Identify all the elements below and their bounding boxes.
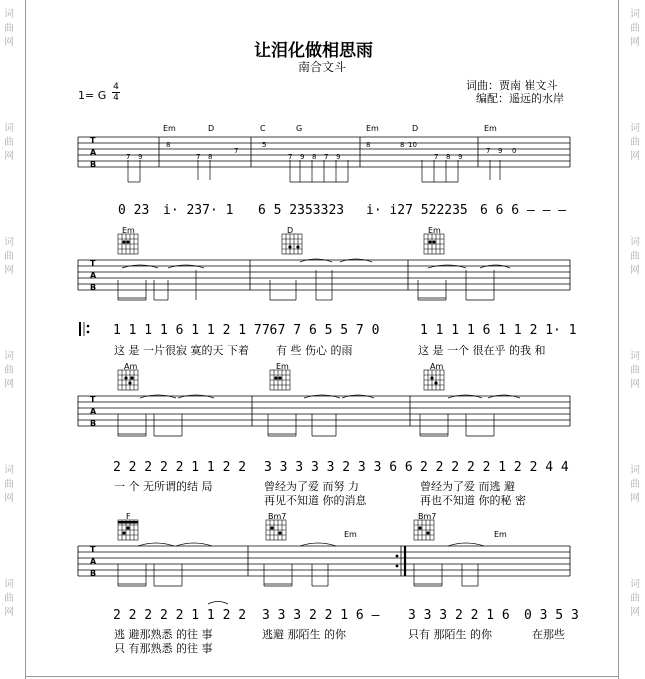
watermark-right-4: 词 曲 网 <box>630 351 640 390</box>
chord-label-s1-2: D <box>208 124 215 133</box>
lyrics-s3-line2-bar-3: 再也不知道 你的秘 密 <box>420 494 526 507</box>
svg-text:9: 9 <box>138 153 143 161</box>
jianpu-s2-bar-1: 1 1 1 1 6 1 1 2 1 7 6 <box>113 323 278 338</box>
lyrics-s2-bar-3: 这 是 一个 很在乎 的我 和 <box>418 344 546 357</box>
lyrics-s2-bar-1: 这 是 一片很寂 寞的天 下着 <box>114 344 249 357</box>
jianpu-s3-bar-2: 3 3 3 3 3 2 3 3 6 6 <box>264 460 413 475</box>
jianpu-s3-bar-3: 2 2 2 2 2 1 2 2 4 4 <box>420 460 569 475</box>
tab-label-b-s3: B <box>90 419 97 428</box>
lyrics-s4-line1-bar-1: 逃 避那熟悉 的往 事 <box>114 628 213 641</box>
tab-label-t-s1: T <box>90 136 96 145</box>
song-artist: 南合文斗 <box>298 60 347 74</box>
jianpu-s1-bar-4: i· i27 522235 <box>366 203 468 218</box>
jianpu-s4-bar-2: 3 3 3 2 2 1 6 – <box>262 608 380 623</box>
jianpu-s3-bar-1: 2 2 2 2 2 1 1 2 2 <box>113 460 247 475</box>
chord-label-s4-5: Em <box>494 530 507 539</box>
svg-text:10: 10 <box>408 141 417 149</box>
svg-text:8: 8 <box>400 141 405 149</box>
chord-label-s1-1: Em <box>163 124 176 133</box>
lyrics-s4-line2-bar-1: 只 有那熟悉 的往 事 <box>114 642 213 655</box>
lyrics-s3-line1-bar-2: 曾经为了爱 而努 力 <box>264 480 359 493</box>
lyrics-s4-line1-bar-4: 在那些 <box>532 628 565 641</box>
lyrics-s4-line1-bar-3: 只有 那陌生 的你 <box>408 628 492 641</box>
watermark-right-1: 词 曲 网 <box>630 9 640 48</box>
chord-label-s1-3: C <box>260 124 266 133</box>
jianpu-s2-bar-2: 7 7 7 6 5 5 7 0 <box>262 323 380 338</box>
lyrics-s3-line1-bar-1: 一 个 无所谓的结 局 <box>114 480 213 493</box>
jianpu-s4-bar-4: 0 3 5 3 <box>524 608 579 623</box>
chord-label-s3-1: Am <box>124 362 138 371</box>
svg-text:7: 7 <box>234 147 239 155</box>
tab-stems-s4 <box>118 564 478 586</box>
svg-text:8: 8 <box>446 153 451 161</box>
key-signature: 1= G <box>78 89 107 102</box>
tab-label-a-s2: A <box>90 271 97 280</box>
watermark-right-3: 词 曲 网 <box>630 237 640 276</box>
chord-label-s4-1: F <box>126 512 131 521</box>
time-signature-bottom: 4 <box>113 93 119 103</box>
chord-label-s4-3: Em <box>344 530 357 539</box>
svg-text:7: 7 <box>486 147 491 155</box>
chord-label-s2-3: Em <box>428 226 441 235</box>
tab-label-a-s3: A <box>90 407 97 416</box>
chord-label-s4-2: Bm7 <box>268 512 287 521</box>
chord-label-s3-2: Em <box>276 362 289 371</box>
svg-text:8: 8 <box>366 141 371 149</box>
svg-text:8: 8 <box>166 141 171 149</box>
watermark-left-6: 词 曲 网 <box>4 579 14 618</box>
svg-text:9: 9 <box>498 147 503 155</box>
watermark-right-5: 词 曲 网 <box>630 465 640 504</box>
chord-label-s1-5: Em <box>366 124 379 133</box>
svg-text:7: 7 <box>324 153 329 161</box>
jianpu-s2-bar-3: 1 1 1 1 6 1 1 2 1· 1 <box>420 323 577 338</box>
svg-text:9: 9 <box>336 153 341 161</box>
svg-text:7: 7 <box>196 153 201 161</box>
svg-text:7: 7 <box>434 153 439 161</box>
tab-label-t-s4: T <box>90 545 96 554</box>
jianpu-s1-bar-5: 6 6 6 – – – <box>480 203 567 218</box>
watermark-right-6: 词 曲 网 <box>630 579 640 618</box>
svg-text:8: 8 <box>312 153 317 161</box>
lyrics-s3-line1-bar-3: 曾经为了爱 而逃 避 <box>420 480 515 493</box>
chord-label-s2-1: Em <box>122 226 135 235</box>
song-title: 让泪化做相思雨 <box>254 41 373 61</box>
tab-label-b-s1: B <box>90 160 97 169</box>
chord-diagrams-s4 <box>118 520 434 540</box>
svg-text:9: 9 <box>300 153 305 161</box>
chord-label-s1-7: Em <box>484 124 497 133</box>
svg-text:8: 8 <box>208 153 213 161</box>
tab-label-b-s4: B <box>90 569 97 578</box>
repeat-end-s4 <box>396 546 405 576</box>
tab-label-b-s2: B <box>90 283 97 292</box>
time-signature-top: 4 <box>113 82 119 92</box>
tab-label-a-s1: A <box>90 148 97 157</box>
lyrics-s4-line1-bar-2: 逃避 那陌生 的你 <box>262 628 346 641</box>
chord-label-s2-2: D <box>287 226 294 235</box>
watermark-left-3: 词 曲 网 <box>4 237 14 276</box>
watermark-right-2: 词 曲 网 <box>630 123 640 162</box>
lyrics-s2-bar-2: 有 些 伤心 的雨 <box>276 344 353 357</box>
credits-lyricist-composer: 词曲：贾南 崔文斗 <box>466 79 558 92</box>
jianpu-s1-bar-2: i· 237· 1 <box>163 203 234 218</box>
credits-arranger: 编配：遥远的水岸 <box>476 92 564 105</box>
jianpu-s1-bar-3: 6 5 2353323 <box>258 203 345 218</box>
tab-label-t-s3: T <box>90 395 96 404</box>
svg-text:5: 5 <box>262 141 267 149</box>
watermark-left-1: 词 曲 网 <box>4 9 14 48</box>
chord-label-s3-3: Am <box>430 362 444 371</box>
svg-text:7: 7 <box>126 153 131 161</box>
watermark-left-2: 词 曲 网 <box>4 123 14 162</box>
chord-label-s4-4: Bm7 <box>418 512 437 521</box>
watermark-left-5: 词 曲 网 <box>4 465 14 504</box>
svg-text:9: 9 <box>458 153 463 161</box>
svg-text:0: 0 <box>512 147 517 155</box>
jianpu-s1-bar-1: 0 23 <box>118 203 150 218</box>
chord-label-s1-4: G <box>296 124 303 133</box>
tab-label-a-s4: A <box>90 557 97 566</box>
tab-label-t-s2: T <box>90 259 96 268</box>
tab-lines-s4 <box>78 546 570 576</box>
chord-label-s1-6: D <box>412 124 419 133</box>
svg-text:7: 7 <box>288 153 293 161</box>
watermark-left-4: 词 曲 网 <box>4 351 14 390</box>
jianpu-s4-bar-3: 3 3 3 2 2 1 6 <box>408 608 510 623</box>
lyrics-s3-line2-bar-2: 再见不知道 你的消息 <box>264 494 367 507</box>
jianpu-s4-bar-1: 2 2 2 2 2 1 1 2 2 <box>113 608 247 623</box>
